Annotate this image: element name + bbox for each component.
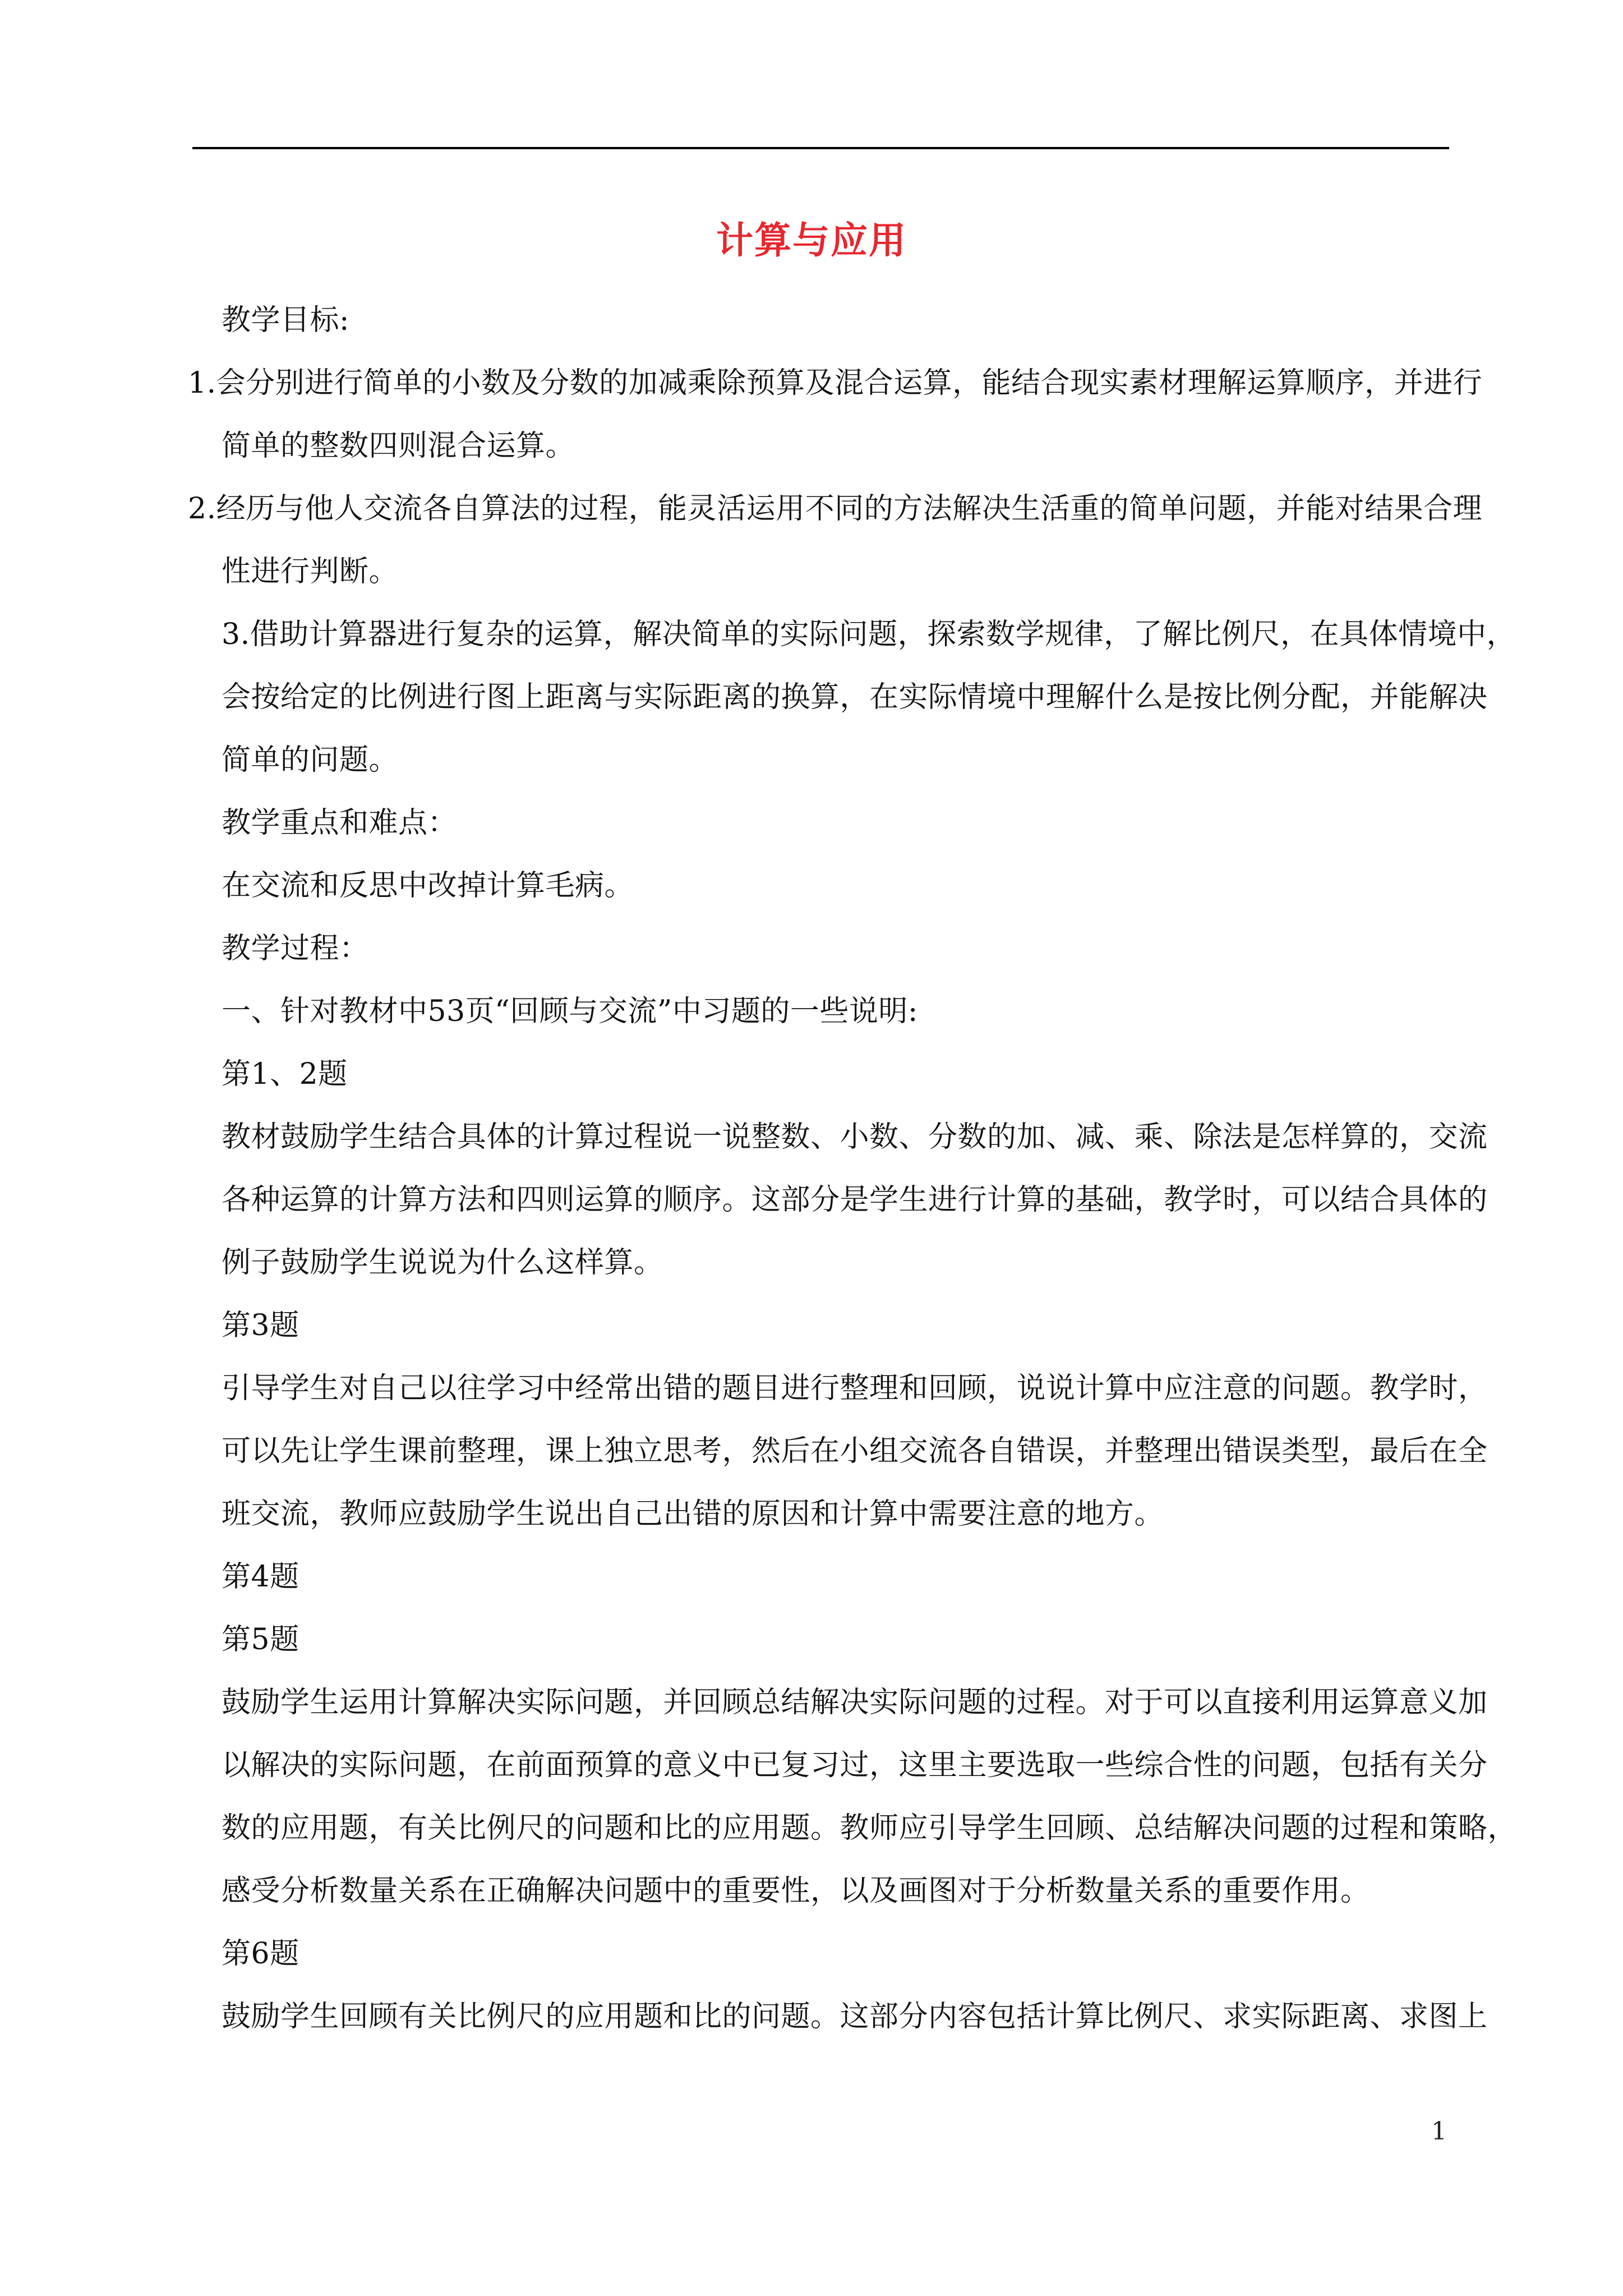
text-line: 鼓励学生运用计算解决实际问题，并回顾总结解决实际问题的过程。对于可以直接利用运算意义加 [222, 1686, 1488, 1719]
text-line: 3.借助计算器进行复杂的运算，解决简单的实际问题，探索数学规律，了解比例尺，在具体情境中， [222, 618, 1516, 651]
text-line: 2.经历与他人交流各自算法的过程，能灵活运用不同的方法解决生活重的简单问题，并能对结果合理 [188, 492, 1483, 526]
text-line: 引导学生对自己以往学习中经常出错的题目进行整理和回顾，说说计算中应注意的问题。教学时， [222, 1372, 1488, 1405]
text-line: 数的应用题，有关比例尺的问题和比的应用题。教师应引导学生回顾、总结解决问题的过程和策略， [222, 1811, 1518, 1845]
text-line: 1.会分别进行简单的小数及分数的加减乘除预算及混合运算，能结合现实素材理解运算顺序，并进行 [188, 366, 1483, 400]
text-line: 在交流和反思中改掉计算毛病。 [222, 869, 634, 903]
text-line: 鼓励学生回顾有关比例尺的应用题和比的问题。这部分内容包括计算比例尺、求实际距离、求图上 [222, 2000, 1488, 2033]
header-rule [192, 147, 1449, 149]
text-line: 第6题 [222, 1937, 299, 1971]
text-line: 可以先让学生课前整理，课上独立思考，然后在小组交流各自错误，并整理出错误类型，最后在全 [222, 1434, 1488, 1468]
page-number: 1 [1431, 2117, 1447, 2146]
text-line: 各种运算的计算方法和四则运算的顺序。这部分是学生进行计算的基础，教学时，可以结合具体的 [222, 1183, 1488, 1217]
text-line: 教材鼓励学生结合具体的计算过程说一说整数、小数、分数的加、减、乘、除法是怎样算的，交流 [222, 1120, 1488, 1154]
text-line: 第1、2题 [222, 1057, 348, 1091]
text-line: 教学重点和难点： [222, 806, 458, 840]
text-line: 第5题 [222, 1623, 299, 1657]
document-title: 计算与应用 [716, 218, 907, 262]
text-line: 简单的问题。 [222, 743, 399, 777]
text-line: 以解决的实际问题，在前面预算的意义中已复习过，这里主要选取一些综合性的问题，包括有关分 [222, 1749, 1488, 1782]
text-line: 性进行判断。 [222, 555, 399, 588]
text-line: 教学过程： [222, 932, 369, 965]
text-line: 一、针对教材中53页“回顾与交流”中习题的一些说明: [222, 995, 918, 1028]
text-line: 例子鼓励学生说说为什么这样算。 [222, 1246, 663, 1280]
text-line: 教学目标: [222, 303, 350, 337]
text-line: 第3题 [222, 1309, 299, 1342]
text-line: 班交流，教师应鼓励学生说出自己出错的原因和计算中需要注意的地方。 [222, 1497, 1164, 1531]
document-body [188, 289, 1518, 2048]
text-line: 简单的整数四则混合运算。 [222, 429, 575, 463]
text-line: 感受分析数量关系在正确解决问题中的重要性，以及画图对于分析数量关系的重要作用。 [222, 1874, 1370, 1908]
text-line: 第4题 [222, 1560, 299, 1594]
text-line: 会按给定的比例进行图上距离与实际距离的换算，在实际情境中理解什么是按比例分配，并能解决 [222, 680, 1488, 714]
